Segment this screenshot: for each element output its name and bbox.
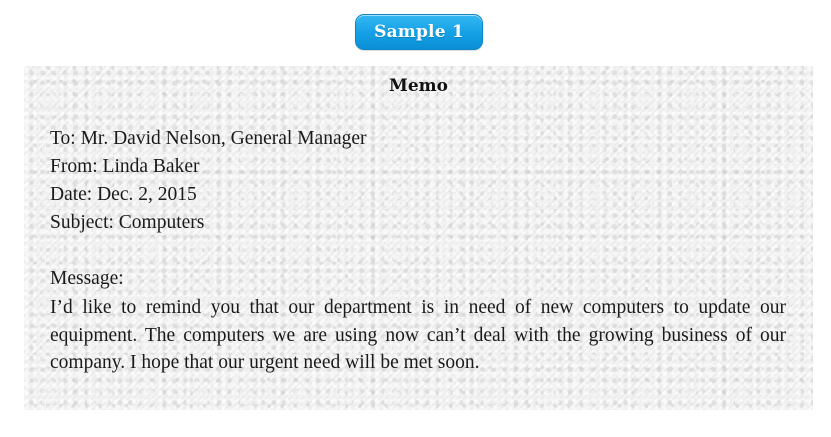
memo-to-line: To: Mr. David Nelson, General Manager <box>50 128 367 149</box>
memo-from-line: From: Linda Baker <box>50 156 200 177</box>
sample-badge[interactable]: Sample 1 <box>355 14 483 50</box>
memo-message-label: Message: <box>50 268 124 289</box>
memo-date-line: Date: Dec. 2, 2015 <box>50 184 197 205</box>
memo-title: Memo <box>389 76 448 96</box>
memo-message-body: I’d like to remind you that our department is in need of new computers to update our equipment. The computers we are using now can’t deal with the growing business of our company. I hope that our urgent need will be met soon. <box>50 297 786 373</box>
memo-paper <box>24 66 813 410</box>
memo-subject-line: Subject: Computers <box>50 212 205 233</box>
